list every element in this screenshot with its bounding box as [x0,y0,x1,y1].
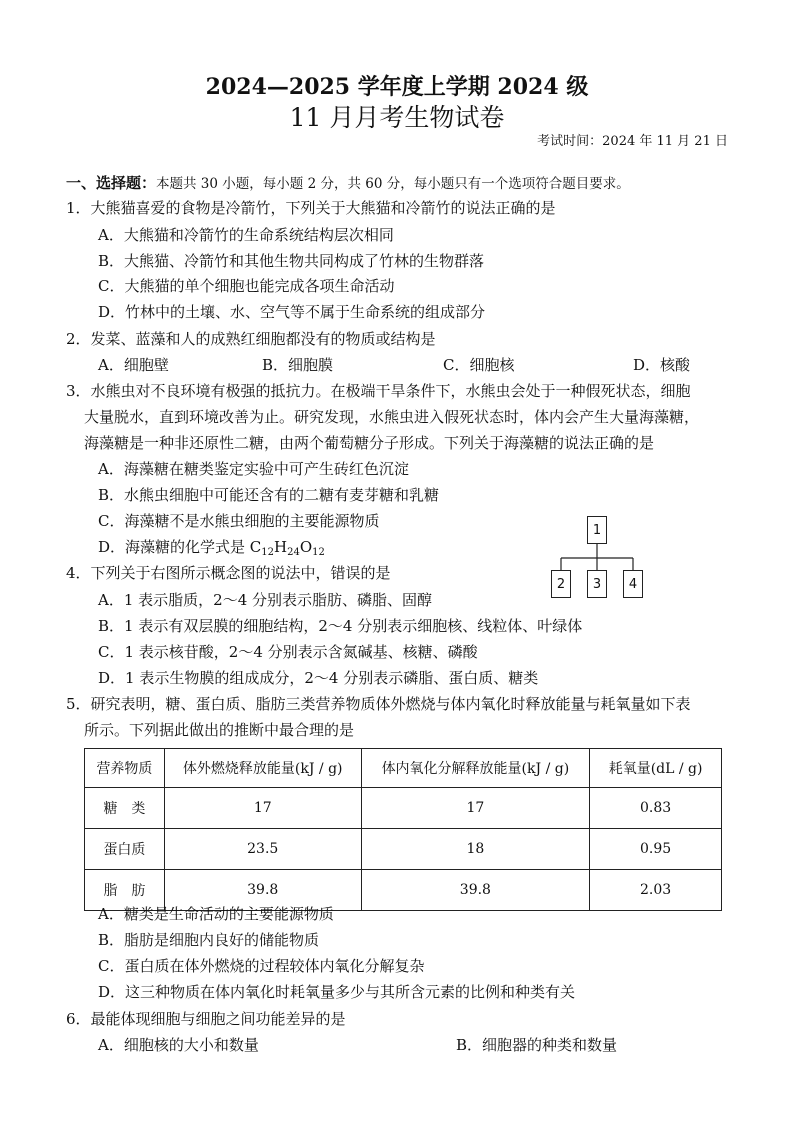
exam-title-line2: 11 月月考生物试卷 [289,103,505,132]
q5-option-c: C．蛋白质在体外燃烧的过程较体内氧化分解复杂 [98,957,425,975]
table-cell: 39.8 [361,870,590,911]
table-cell: 17 [164,788,361,829]
table-cell: 17 [361,788,590,829]
table-cell: 脂 肪 [85,870,165,911]
q3-option-c: C．海藻糖不是水熊虫细胞的主要能源物质 [98,512,380,530]
formula-h: H [274,538,288,556]
diagram-node-2: 2 [551,570,571,598]
table-cell: 18 [361,829,590,870]
diagram-node-3: 3 [587,570,607,598]
table-cell: 蛋白质 [85,829,165,870]
q6-option-b: B．细胞器的种类和数量 [456,1036,618,1054]
q2-option-d: D．核酸 [633,356,691,374]
table-cell: 糖 类 [85,788,165,829]
q4-option-b: B．1 表示有双层膜的细胞结构，2～4 分别表示细胞核、线粒体、叶绿体 [98,617,583,635]
q4-stem: 4．下列关于右图所示概念图的说法中，错误的是 [66,564,391,582]
q6-option-a: A．细胞核的大小和数量 [98,1036,259,1054]
q2-option-b: B．细胞膜 [262,356,334,374]
q4-option-a: A．1 表示脂质，2～4 分别表示脂肪、磷脂、固醇 [98,591,433,609]
q4-option-c: C．1 表示核苷酸，2～4 分别表示含氮碱基、核糖、磷酸 [98,643,478,661]
table-cell: 2.03 [590,870,722,911]
formula-sub-c: 12 [261,547,275,558]
exam-time: 考试时间：2024 年 11 月 21 日 [537,134,728,149]
table-cell: 0.83 [590,788,722,829]
q2-option-c: C．细胞核 [443,356,515,374]
q5-option-b: B．脂肪是细胞内良好的储能物质 [98,931,320,949]
q5-stem-line2: 所示。下列据此做出的推断中最合理的是 [84,721,355,739]
q1-option-d: D．竹林中的土壤、水、空气等不属于生命系统的组成部分 [98,303,486,321]
exam-title-line1: 2024—2025 学年度上学期 2024 级 [205,74,589,100]
concept-diagram [545,514,655,598]
q6-stem: 6．最能体现细胞与细胞之间功能差异的是 [66,1010,346,1028]
nutrient-table [84,748,722,911]
section-instructions: 本题共 30 小题，每小题 2 分，共 60 分，每小题只有一个选项符合题目要求。 [156,176,630,192]
table-header: 耗氧量(dL / g) [590,749,722,788]
q1-option-a: A．大熊猫和冷箭竹的生命系统结构层次相同 [98,226,394,244]
q3-option-d [98,540,325,558]
q3-option-b: B．水熊虫细胞中可能还含有的二糖有麦芽糖和乳糖 [98,486,440,504]
q1-option-b: B．大熊猫、冷箭竹和其他生物共同构成了竹林的生物群落 [98,252,485,270]
q5-option-d: D．这三种物质在体内氧化时耗氧量多少与其所含元素的比例和种类有关 [98,983,576,1001]
q3-stem-line3: 海藻糖是一种非还原性二糖，由两个葡萄糖分子形成。下列关于海藻糖的说法正确的是 [84,434,655,452]
table-header: 营养物质 [85,749,165,788]
q5-option-a: A．糖类是生命活动的主要能源物质 [98,905,334,923]
diagram-node-1: 1 [587,516,607,544]
q3-stem-line2: 大量脱水，直到环境改善为止。研究发现，水熊虫进入假死状态时，体内会产生大量海藻糖， [84,408,700,426]
q5-stem-line1: 5．研究表明，糖、蛋白质、脂肪三类营养物质体外燃烧与体内氧化时释放能量与耗氧量如下表 [66,695,691,713]
formula-prefix: D．海藻糖的化学式是 C [98,538,262,556]
q4-option-d: D．1 表示生物膜的组成成分，2～4 分别表示磷脂、蛋白质、糖类 [98,669,539,687]
q3-stem-line1: 3．水熊虫对不良环境有极强的抵抗力。在极端干旱条件下，水熊虫会处于一种假死状态，细胞 [66,382,691,400]
section-title: 一、选择题： [66,174,157,192]
q1-option-c: C．大熊猫的单个细胞也能完成各项生命活动 [98,277,395,295]
table-row [85,829,722,870]
formula-o: O [299,538,313,556]
q1-stem: 1．大熊猫喜爱的食物是冷箭竹，下列关于大熊猫和冷箭竹的说法正确的是 [66,199,556,217]
q2-option-a: A．细胞壁 [98,356,169,374]
table-cell: 0.95 [590,829,722,870]
table-cell: 39.8 [164,870,361,911]
formula-sub-h: 24 [287,547,300,558]
table-header: 体外燃烧释放能量(kJ / g) [164,749,361,788]
table-header-row [85,749,722,788]
table-header: 体内氧化分解释放能量(kJ / g) [361,749,590,788]
table-row [85,788,722,829]
table-cell: 23.5 [164,829,361,870]
section-heading [66,172,630,193]
formula-sub-o: 12 [312,547,325,558]
diagram-node-4: 4 [623,570,643,598]
q2-stem: 2．发菜、蓝藻和人的成熟红细胞都没有的物质或结构是 [66,330,436,348]
q3-option-a: A．海藻糖在糖类鉴定实验中可产生砖红色沉淀 [98,460,409,478]
